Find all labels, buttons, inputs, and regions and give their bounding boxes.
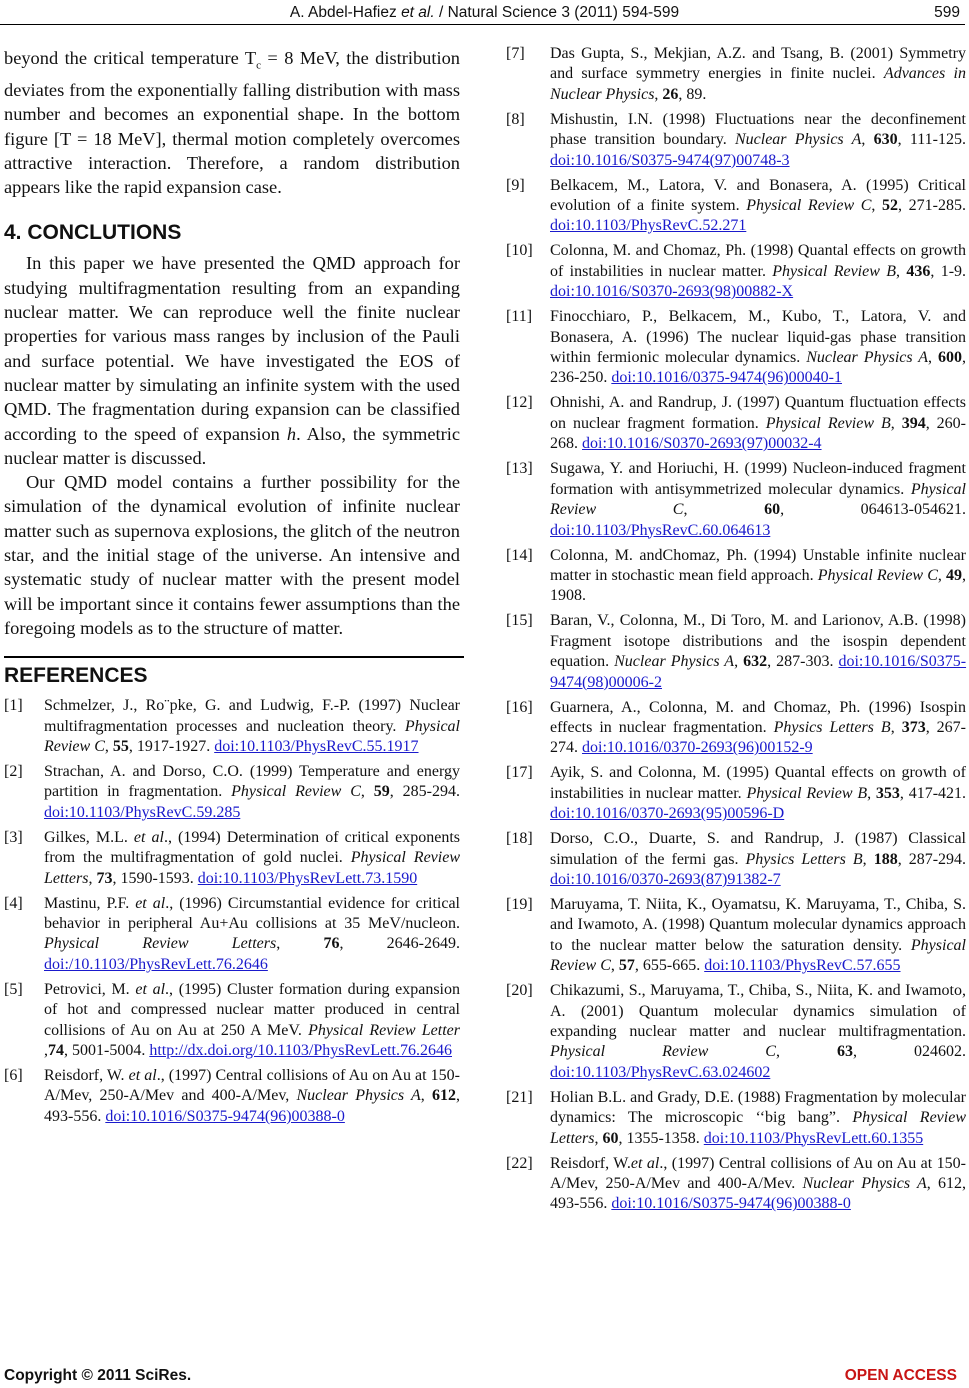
reference-number: [21] (506, 1088, 533, 1106)
reference-volume: 612 (432, 1087, 456, 1105)
reference-authors-title: Ayik, S. and Colonna, M. (1995) Quantal effects on growth of instabilities in nuclear matter. (550, 764, 966, 802)
doi-link[interactable]: http://dx.doi.org/10.1103/PhysRevLett.76.2646 (149, 1042, 452, 1060)
reference-number: [9] (506, 176, 525, 194)
reference-journal: Physical Review C (231, 783, 361, 801)
reference-authors-title: Gilkes, M.L. (44, 828, 134, 846)
reference-pages: , 287-294. (897, 850, 967, 868)
reference-text (550, 895, 966, 977)
reference-entry (506, 895, 966, 977)
reference-text (550, 176, 966, 237)
reference-volume: 57 (618, 957, 635, 975)
reference-separator: , (683, 501, 765, 519)
reference-number: [19] (506, 895, 533, 913)
doi-link[interactable]: doi:10.1016/0375-9474(96)00040-1 (611, 369, 842, 387)
reference-volume: 188 (873, 850, 898, 868)
conclusions-paragraph-2: Our QMD model contains a further possibility for the simulation of the dynamical evolution of infinite nuclear matter such as supernova explosions, the glitch of the neutron star, and the initial stage of the universe. An intensive and systematic study of nuclear matter with the present model will be important since it contains fewer assumptions than the foregoing models as to the structure of matter. (4, 472, 460, 638)
reference-authors-title: Reisdorf, W. (550, 1154, 631, 1172)
reference-separator: , (896, 262, 907, 280)
reference-journal: Physical Review Letters (550, 1109, 966, 1147)
reference-authors-title: Petrovici, M. (44, 980, 136, 998)
reference-separator: , (867, 784, 876, 802)
reference-authors-title: Maruyama, T. Niita, K., Oyamatsu, K. Maruyama, T., Chiba, S. and Iwamoto, A. (1998) Quantum molecular dynamics approach to the nuclear matter below the saturation density. (550, 895, 966, 954)
reference-separator: , (937, 566, 946, 584)
doi-link[interactable]: doi:10.1016/0370-2693(95)00596-D (550, 805, 785, 823)
reference-number: [7] (506, 45, 525, 62)
reference-volume: 394 (901, 414, 926, 432)
reference-pages: , 285-294. (389, 783, 461, 801)
reference-number: [8] (506, 110, 525, 128)
doi-link[interactable]: doi:10.1103/PhysRevLett.73.1590 (197, 869, 418, 887)
reference-authors-title: Holian B.L. and Grady, D.E. (1988) Fragmentation by molecular dynamics: The microscopic ‘‘big bang”. (550, 1088, 966, 1127)
reference-etal: et al (135, 894, 166, 912)
reference-text (550, 241, 966, 302)
reference-list-left (4, 696, 460, 1127)
reference-text (44, 980, 460, 1062)
reference-volume: 74 (48, 1042, 64, 1060)
doi-link[interactable]: doi:10.1103/PhysRevLett.60.1355 (703, 1129, 924, 1147)
reference-pages: , 2646-2649. (339, 935, 460, 953)
reference-text (550, 546, 966, 607)
reference-pages: , 1917-1927. (128, 738, 215, 756)
doi-link[interactable]: doi:10.1103/PhysRevC.52.271 (550, 217, 747, 235)
reference-pages: , 1908. (550, 566, 966, 605)
reference-number: [14] (506, 546, 533, 564)
reference-etal: et al (133, 828, 164, 846)
reference-journal: Physical Review C (550, 1043, 776, 1061)
reference-text (550, 763, 966, 824)
reference-volume: 600 (938, 349, 963, 367)
reference-journal: Physical Review Letter (308, 1021, 460, 1039)
reference-etal: et al (128, 1067, 157, 1085)
reference-separator: , (360, 783, 374, 801)
reference-separator: , (276, 935, 324, 953)
reference-text (550, 393, 966, 454)
reference-authors-title: Das Gupta, S., Mekjian, A.Z. and Tsang, B. (2001) Symmetry and surface symmetry energies in finite nuclei. (550, 45, 966, 83)
reference-pages: 612, 493-556. (550, 1175, 966, 1213)
reference-volume: 26 (662, 85, 679, 103)
reference-text (550, 698, 966, 759)
reference-separator: , (44, 1042, 48, 1060)
reference-journal: Nuclear Physics A (614, 653, 735, 671)
reference-separator: , (871, 197, 883, 215)
reference-volume: 49 (946, 566, 962, 584)
reference-pages: , 260-268. (550, 414, 967, 453)
left-column (4, 46, 460, 1132)
reference-separator: , (775, 1043, 837, 1061)
reference-entry (506, 763, 966, 824)
reference-entry (506, 176, 966, 237)
reference-entry (4, 696, 460, 757)
reference-entry (4, 980, 460, 1062)
reference-pages: , 267-274. (550, 718, 967, 757)
reference-title: ., (1996) Circumstantial evidence for critical behavior in peripheral Au+Au collisions at 35 MeV/nucleon. (44, 894, 461, 933)
reference-journal: Nuclear Physics A (802, 1175, 927, 1193)
reference-authors-title: Finocchiaro, P., Belkacem, M., Kubo, T., Latora, V. and Bonasera, A. (1996) The nuclear liquid-gas phase transition within fermionic molecular dynamics. (550, 308, 966, 367)
right-column (506, 44, 966, 1219)
reference-journal: Physical Review Letters (44, 935, 277, 953)
references-heading: REFERENCES (4, 664, 148, 688)
reference-text (550, 829, 966, 890)
reference-separator: , (862, 850, 874, 868)
reference-number: [3] (4, 828, 23, 846)
reference-authors-title: Dorso, C.O., Duarte, S. and Randrup, J. (1987) Classical simulation of the fermi gas. (550, 830, 966, 868)
reference-journal: Physical Review C (44, 717, 460, 756)
doi-link[interactable]: doi:10.1016/S0375-9474(98)00006-2 (550, 653, 967, 691)
reference-pages: , 655-665. (634, 957, 705, 975)
doi-link[interactable]: doi:10.1016/S0370-2693(98)00882-X (550, 283, 794, 301)
reference-etal: et al (630, 1154, 660, 1172)
reference-separator: , (928, 349, 939, 367)
reference-journal: Physics Letters B (773, 718, 891, 736)
reference-volume: 59 (373, 783, 390, 801)
reference-authors-title: Colonna, M. andChomaz, Ph. (1994) Unstable infinite nuclear matter in stochastic mean field approach. (550, 546, 966, 584)
reference-entry (506, 981, 966, 1083)
reference-separator: , (734, 653, 744, 671)
reference-pages: , 064613-054621. (780, 501, 967, 519)
reference-number: [15] (506, 612, 533, 630)
reference-entry (506, 1088, 966, 1149)
reference-text (44, 762, 460, 823)
reference-authors-title: Ohnishi, A. and Randrup, J. (1997) Quantum fluctuation effects on nuclear fragment formation. (550, 394, 966, 432)
reference-journal: Physical Review Letters (44, 849, 460, 887)
reference-entry (4, 828, 460, 889)
reference-number: [20] (506, 982, 533, 1000)
doi-link[interactable]: doi:10.1016/S0375-9474(97)00748-3 (550, 151, 790, 169)
reference-journal: Physical Review B (746, 784, 868, 802)
reference-title: ., (1997) Central collisions of Au on Au at 150-A/Mev, 250-A/Mev and 400-A/Mev. (550, 1154, 967, 1193)
reference-entry (506, 307, 966, 389)
reference-authors-title: Chikazumi, S., Maruyama, T., Chiba, S., Niita, K. and Iwamoto, A. (2001) Quantum molecular dynamics simulation of expanding nuclear matter and nuclear multifragmentation. (550, 982, 966, 1040)
reference-pages: , 236-250. (550, 349, 967, 387)
reference-entry (506, 393, 966, 454)
reference-entry (506, 698, 966, 759)
reference-number: [6] (4, 1067, 23, 1085)
reference-number: [1] (4, 697, 23, 715)
reference-volume: 630 (873, 131, 898, 149)
reference-text (550, 611, 966, 693)
reference-authors-title: Mastinu, P.F. (44, 894, 136, 912)
reference-text (550, 459, 966, 541)
reference-journal: Physical Review C (746, 197, 872, 215)
reference-number: [4] (4, 894, 23, 912)
reference-separator: , (594, 1129, 603, 1147)
reference-separator: , (926, 1175, 938, 1193)
reference-entry (506, 241, 966, 302)
reference-separator: , (104, 738, 113, 756)
reference-authors-title: Belkacem, M., Latora, V. and Bonasera, A. (1995) Critical evolution of a finite system. (550, 176, 966, 215)
reference-number: [17] (506, 764, 533, 782)
reference-volume: 373 (901, 718, 926, 736)
doi-link[interactable]: doi:10.1103/PhysRevC.57.655 (704, 957, 901, 975)
reference-text (44, 828, 460, 889)
reference-text (550, 981, 966, 1083)
reference-text (44, 696, 460, 757)
reference-text (550, 1088, 966, 1149)
reference-entry (506, 546, 966, 607)
reference-etal: et al (135, 980, 166, 998)
reference-text (550, 44, 966, 105)
reference-pages: , 1-9. (930, 262, 967, 280)
reference-volume: 55 (112, 738, 129, 756)
reference-authors-title: Baran, V., Colonna, M., Di Toro, M. and Larionov, A.B. (1998) Fragment isotope distributions and the isospin dependent equation. (550, 612, 966, 671)
reference-entry (506, 829, 966, 890)
reference-journal: Physical Review C (550, 936, 966, 975)
reference-entry (4, 1066, 460, 1127)
reference-separator: , (861, 131, 874, 149)
reference-number: [13] (506, 460, 533, 478)
reference-number: [11] (506, 308, 533, 326)
reference-authors-title: Strachan, A. and Dorso, C.O. (1999) Temperature and energy partition in fragmentation. (44, 763, 460, 801)
reference-pages: , 5001-5004. (64, 1042, 150, 1060)
reference-volume: 60 (602, 1129, 619, 1147)
reference-text (550, 1154, 966, 1215)
doi-link[interactable]: doi:10.1103/PhysRevC.63.024602 (550, 1063, 771, 1081)
reference-pages: , 493-556. (44, 1087, 460, 1125)
reference-text (44, 894, 460, 976)
reference-volume: 63 (837, 1043, 853, 1061)
header-rule (0, 24, 965, 25)
reference-number: [22] (506, 1154, 533, 1172)
reference-entry (506, 110, 966, 171)
reference-volume: 76 (323, 935, 340, 953)
reference-authors-title: Schmelzer, J., Ro¨pke, G. and Ludwig, F.-P. (1997) Nuclear multifragmentation processes and nucleation theory. (44, 697, 460, 735)
reference-number: [18] (506, 830, 533, 848)
reference-journal: Nuclear Physics A (806, 349, 929, 367)
reference-entry (4, 762, 460, 823)
doi-link[interactable]: doi:10.1103/PhysRevC.59.285 (44, 803, 241, 821)
reference-text (44, 1066, 460, 1127)
references-rule (4, 656, 464, 658)
reference-list-right (506, 44, 966, 1215)
doi-link[interactable]: doi:10.1103/PhysRevC.55.1917 (214, 738, 419, 756)
reference-volume: 73 (96, 869, 113, 887)
page-number: 599 (934, 4, 960, 21)
doi-link[interactable]: doi:10.1016/S0375-9474(96)00388-0 (105, 1107, 345, 1125)
intro-paragraph: beyond the critical temperature $T_c = 8$ MeV, the distribution deviates from the exponentially falling distribution with mass number and becomes an exponential shape. In the bottom figure [T = 18 MeV], thermal motion completely overcomes attractive interaction. Therefore, a random distribution appears like the rapid expansion case. (4, 48, 460, 198)
doi-link[interactable]: doi:10.1016/0370-2693(87)91382-7 (550, 870, 781, 888)
reference-journal: Nuclear Physics A (734, 131, 862, 149)
reference-pages: , 024602. (853, 1043, 967, 1061)
reference-entry (4, 894, 460, 976)
reference-authors-title: Sugawa, Y. and Horiuchi, H. (1999) Nucleon-induced fragment formation with antisymmetrized molecular dynamics. (550, 460, 966, 498)
reference-authors-title: Colonna, M. and Chomaz, Ph. (1998) Quantal effects on growth of instabilities in nuclear matter. (550, 242, 966, 280)
reference-separator: , (88, 869, 97, 887)
reference-journal: Physical Review B (765, 414, 891, 432)
reference-volume: 52 (882, 197, 899, 215)
reference-entry (506, 611, 966, 693)
reference-separator: , (654, 85, 663, 103)
reference-separator: , (890, 718, 902, 736)
reference-title: ., (1995) Cluster formation during expansion of hot and compressed nuclear matter produced in central collisions of Au on Au at 250 A MeV. (44, 980, 460, 1039)
open-access-label: OPEN ACCESS (844, 1367, 957, 1384)
reference-title: ., (1994) Determination of critical exponents from the multifragmentation of gold nuclei. (44, 828, 460, 867)
reference-authors-title: Mishustin, I.N. (1998) Fluctuations near the deconfinement phase transition boundary. (550, 110, 966, 149)
reference-volume: 353 (875, 784, 900, 802)
reference-authors-title: Guarnera, A., Colonna, M. and Chomaz, Ph. (1996) Isospin effects in nuclear fragmentation. (550, 698, 966, 736)
doi-link[interactable]: doi:/10.1103/PhysRevLett.76.2646 (44, 955, 268, 973)
copyright-notice: Copyright © 2011 SciRes. (4, 1367, 192, 1384)
reference-authors-title: Reisdorf, W. (44, 1067, 129, 1085)
running-header (0, 4, 969, 24)
conclusions-heading: 4. CONCLUTIONS (4, 221, 182, 245)
reference-volume: 60 (764, 501, 781, 519)
reference-pages: , 287-303. (767, 653, 839, 671)
reference-entry (506, 44, 966, 105)
reference-separator: , (890, 414, 902, 432)
reference-pages: , 271-285. (898, 197, 966, 215)
doi-link[interactable]: doi:10.1103/PhysRevC.60.064613 (550, 521, 771, 539)
reference-text (550, 110, 966, 171)
reference-entry (506, 1154, 966, 1215)
reference-volume: 436 (906, 262, 931, 280)
reference-journal: Physical Review C (550, 480, 966, 519)
reference-journal: Nuclear Physics A (296, 1087, 421, 1105)
reference-volume: 632 (743, 653, 768, 671)
conclusions-paragraph-1: In this paper we have presented the QMD approach for studying multifragmentation resulting from an expanding nuclear matter. We can reproduce well the finite nuclear properties for various mass ranges by inclusion of the Pauli and surface potential. We have investigated the EOS of nuclear matter by simulating an infinite system with the used QMD. The fragmentation during expansion can be classified according to the speed of expansion h. Also, the symmetric nuclear matter is discussed. (4, 253, 460, 468)
reference-separator: , (420, 1087, 432, 1105)
reference-entry (506, 459, 966, 541)
journal-citation: A. Abdel-Hafiez et al. / Natural Science 3 (2011) 594-599 (289, 4, 680, 21)
doi-link[interactable]: doi:10.1016/S0370-2693(97)00032-4 (582, 435, 822, 453)
reference-journal: Physics Letters B (745, 850, 863, 868)
reference-number: [16] (506, 698, 533, 716)
reference-separator: , (610, 957, 619, 975)
reference-pages: , 89. (678, 85, 707, 103)
reference-number: [2] (4, 763, 23, 781)
reference-pages: , 111-125. (897, 131, 967, 149)
reference-journal: Physical Review B (772, 262, 897, 280)
reference-pages: , 1355-1358. (618, 1129, 704, 1147)
reference-journal: Physical Review C (817, 566, 938, 584)
reference-pages: , 417-421. (899, 784, 967, 802)
reference-number: [5] (4, 980, 23, 998)
reference-text (550, 307, 966, 389)
reference-number: [12] (506, 394, 533, 412)
reference-number: [10] (506, 242, 533, 260)
reference-pages: , 1590-1593. (112, 869, 198, 887)
reference-journal: Advances in Nuclear Physics (550, 65, 967, 103)
doi-link[interactable]: doi:10.1016/S0375-9474(96)00388-0 (611, 1195, 851, 1213)
doi-link[interactable]: doi:10.1016/0370-2693(96)00152-9 (582, 739, 813, 757)
reference-title: ., (1997) Central collisions of Au on Au at 150-A/Mev, 250-A/Mev and 400-A/Mev, (44, 1067, 460, 1105)
